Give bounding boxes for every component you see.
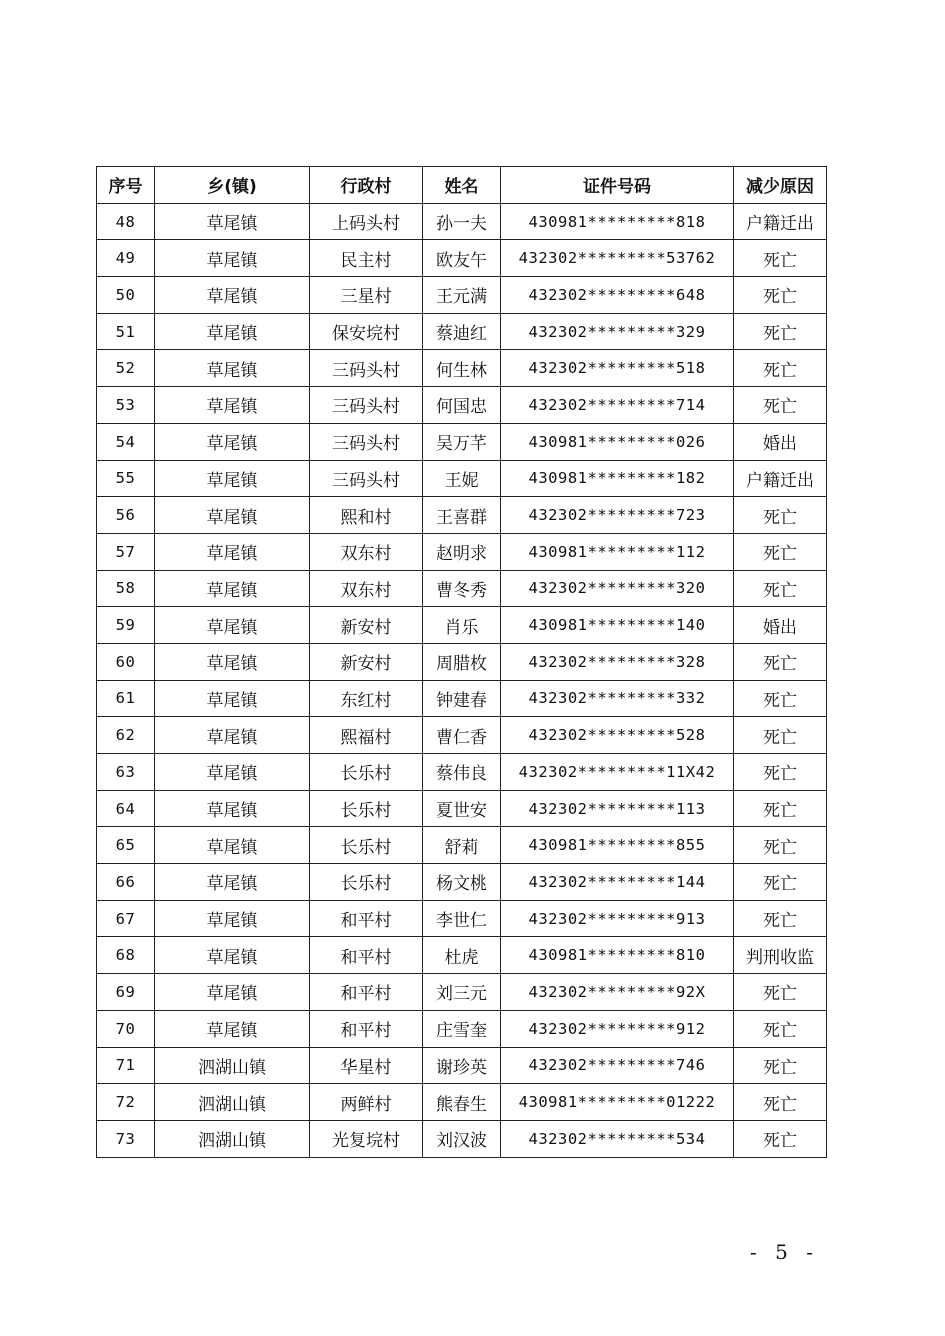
cell-serial: 66 [97, 864, 155, 901]
cell-id-number: 432302*********912 [501, 1010, 734, 1047]
table-row [97, 900, 827, 937]
cell-village: 熙福村 [310, 717, 423, 754]
cell-township: 草尾镇 [155, 570, 310, 607]
cell-serial: 67 [97, 900, 155, 937]
cell-village: 熙和村 [310, 497, 423, 534]
cell-name: 吴万芊 [423, 423, 501, 460]
table-row [97, 937, 827, 974]
cell-reason: 死亡 [734, 570, 827, 607]
cell-village: 保安垸村 [310, 313, 423, 350]
cell-serial: 71 [97, 1047, 155, 1084]
cell-reason: 死亡 [734, 240, 827, 277]
cell-village: 三码头村 [310, 350, 423, 387]
cell-village: 和平村 [310, 900, 423, 937]
cell-township: 草尾镇 [155, 717, 310, 754]
table-row [97, 533, 827, 570]
cell-id-number: 430981*********855 [501, 827, 734, 864]
table-header [97, 167, 827, 204]
cell-reason: 死亡 [734, 827, 827, 864]
header-reason: 减少原因 [734, 167, 827, 204]
cell-township: 草尾镇 [155, 203, 310, 240]
table-row [97, 974, 827, 1011]
cell-serial: 59 [97, 607, 155, 644]
cell-village: 华星村 [310, 1047, 423, 1084]
cell-reason: 死亡 [734, 1084, 827, 1121]
cell-id-number: 432302*********320 [501, 570, 734, 607]
cell-name: 庄雪奎 [423, 1010, 501, 1047]
cell-id-number: 430981*********01222 [501, 1084, 734, 1121]
cell-name: 杜虎 [423, 937, 501, 974]
cell-name: 王妮 [423, 460, 501, 497]
cell-serial: 62 [97, 717, 155, 754]
cell-id-number: 432302*********329 [501, 313, 734, 350]
cell-serial: 70 [97, 1010, 155, 1047]
cell-name: 孙一夫 [423, 203, 501, 240]
cell-township: 草尾镇 [155, 864, 310, 901]
cell-id-number: 432302*********332 [501, 680, 734, 717]
reduction-roster-table [96, 166, 827, 1158]
cell-reason: 死亡 [734, 313, 827, 350]
cell-reason: 死亡 [734, 1120, 827, 1157]
table-row [97, 313, 827, 350]
header-name: 姓名 [423, 167, 501, 204]
cell-township: 草尾镇 [155, 754, 310, 791]
cell-name: 王元满 [423, 277, 501, 314]
cell-village: 上码头村 [310, 203, 423, 240]
cell-name: 杨文桃 [423, 864, 501, 901]
cell-name: 曹仁香 [423, 717, 501, 754]
cell-reason: 户籍迁出 [734, 203, 827, 240]
table-row [97, 1047, 827, 1084]
header-serial: 序号 [97, 167, 155, 204]
table-row [97, 570, 827, 607]
cell-name: 舒莉 [423, 827, 501, 864]
table-row [97, 240, 827, 277]
cell-township: 草尾镇 [155, 240, 310, 277]
cell-serial: 54 [97, 423, 155, 460]
cell-name: 蔡迪红 [423, 313, 501, 350]
cell-serial: 68 [97, 937, 155, 974]
table-row [97, 460, 827, 497]
cell-serial: 55 [97, 460, 155, 497]
table-row [97, 1084, 827, 1121]
cell-id-number: 432302*********11X42 [501, 754, 734, 791]
cell-name: 刘三元 [423, 974, 501, 1011]
cell-name: 赵明求 [423, 533, 501, 570]
cell-name: 何生林 [423, 350, 501, 387]
cell-serial: 72 [97, 1084, 155, 1121]
cell-village: 和平村 [310, 937, 423, 974]
cell-id-number: 430981*********026 [501, 423, 734, 460]
cell-reason: 死亡 [734, 974, 827, 1011]
table-row [97, 203, 827, 240]
cell-name: 王喜群 [423, 497, 501, 534]
cell-reason: 死亡 [734, 864, 827, 901]
cell-village: 长乐村 [310, 790, 423, 827]
cell-name: 谢珍英 [423, 1047, 501, 1084]
header-row [97, 167, 827, 204]
header-id-number: 证件号码 [501, 167, 734, 204]
cell-township: 草尾镇 [155, 1010, 310, 1047]
cell-reason: 死亡 [734, 900, 827, 937]
cell-reason: 死亡 [734, 754, 827, 791]
cell-reason: 死亡 [734, 350, 827, 387]
cell-id-number: 430981*********810 [501, 937, 734, 974]
cell-id-number: 432302*********144 [501, 864, 734, 901]
table-row [97, 350, 827, 387]
cell-township: 草尾镇 [155, 350, 310, 387]
cell-reason: 婚出 [734, 607, 827, 644]
cell-reason: 死亡 [734, 1047, 827, 1084]
cell-id-number: 432302*********534 [501, 1120, 734, 1157]
cell-reason: 死亡 [734, 1010, 827, 1047]
cell-serial: 51 [97, 313, 155, 350]
cell-name: 欧友午 [423, 240, 501, 277]
cell-serial: 56 [97, 497, 155, 534]
table-row [97, 680, 827, 717]
cell-serial: 49 [97, 240, 155, 277]
table-row [97, 643, 827, 680]
table-row [97, 1010, 827, 1047]
cell-name: 蔡伟良 [423, 754, 501, 791]
cell-id-number: 432302*********518 [501, 350, 734, 387]
cell-township: 草尾镇 [155, 937, 310, 974]
cell-id-number: 430981*********818 [501, 203, 734, 240]
cell-id-number: 432302*********714 [501, 387, 734, 424]
cell-village: 两鲜村 [310, 1084, 423, 1121]
cell-id-number: 430981*********112 [501, 533, 734, 570]
cell-id-number: 432302*********913 [501, 900, 734, 937]
cell-id-number: 432302*********648 [501, 277, 734, 314]
cell-reason: 死亡 [734, 497, 827, 534]
table-row [97, 1120, 827, 1157]
cell-village: 三码头村 [310, 423, 423, 460]
cell-township: 草尾镇 [155, 643, 310, 680]
cell-serial: 48 [97, 203, 155, 240]
cell-village: 三码头村 [310, 460, 423, 497]
cell-name: 李世仁 [423, 900, 501, 937]
table-row [97, 864, 827, 901]
cell-reason: 死亡 [734, 680, 827, 717]
cell-township: 泗湖山镇 [155, 1120, 310, 1157]
cell-id-number: 432302*********92X [501, 974, 734, 1011]
page-number: - 5 - [750, 1240, 819, 1264]
table-row [97, 717, 827, 754]
cell-village: 双东村 [310, 533, 423, 570]
cell-serial: 53 [97, 387, 155, 424]
cell-reason: 死亡 [734, 790, 827, 827]
cell-reason: 死亡 [734, 277, 827, 314]
cell-serial: 50 [97, 277, 155, 314]
cell-township: 草尾镇 [155, 277, 310, 314]
cell-reason: 户籍迁出 [734, 460, 827, 497]
cell-township: 草尾镇 [155, 900, 310, 937]
cell-reason: 死亡 [734, 717, 827, 754]
table-row [97, 607, 827, 644]
cell-serial: 52 [97, 350, 155, 387]
cell-serial: 69 [97, 974, 155, 1011]
cell-village: 长乐村 [310, 754, 423, 791]
cell-name: 曹冬秀 [423, 570, 501, 607]
table-body [97, 203, 827, 1157]
cell-name: 何国忠 [423, 387, 501, 424]
cell-serial: 60 [97, 643, 155, 680]
cell-village: 和平村 [310, 1010, 423, 1047]
cell-township: 草尾镇 [155, 497, 310, 534]
table-row [97, 790, 827, 827]
table-row [97, 423, 827, 460]
cell-id-number: 432302*********528 [501, 717, 734, 754]
cell-name: 周腊枚 [423, 643, 501, 680]
cell-reason: 死亡 [734, 533, 827, 570]
cell-township: 草尾镇 [155, 313, 310, 350]
cell-village: 和平村 [310, 974, 423, 1011]
cell-reason: 判刑收监 [734, 937, 827, 974]
cell-id-number: 432302*********53762 [501, 240, 734, 277]
table-row [97, 387, 827, 424]
cell-township: 草尾镇 [155, 974, 310, 1011]
cell-name: 刘汉波 [423, 1120, 501, 1157]
cell-serial: 64 [97, 790, 155, 827]
table-row [97, 277, 827, 314]
cell-township: 泗湖山镇 [155, 1047, 310, 1084]
cell-township: 草尾镇 [155, 423, 310, 460]
cell-reason: 死亡 [734, 387, 827, 424]
cell-serial: 63 [97, 754, 155, 791]
cell-township: 草尾镇 [155, 827, 310, 864]
cell-village: 双东村 [310, 570, 423, 607]
cell-village: 三星村 [310, 277, 423, 314]
cell-township: 草尾镇 [155, 607, 310, 644]
cell-township: 草尾镇 [155, 533, 310, 570]
table-row [97, 497, 827, 534]
cell-serial: 58 [97, 570, 155, 607]
cell-township: 草尾镇 [155, 790, 310, 827]
cell-id-number: 432302*********746 [501, 1047, 734, 1084]
cell-serial: 65 [97, 827, 155, 864]
cell-id-number: 432302*********328 [501, 643, 734, 680]
cell-name: 钟建春 [423, 680, 501, 717]
cell-serial: 57 [97, 533, 155, 570]
header-village: 行政村 [310, 167, 423, 204]
cell-village: 东红村 [310, 680, 423, 717]
cell-township: 草尾镇 [155, 460, 310, 497]
table-row [97, 827, 827, 864]
cell-name: 肖乐 [423, 607, 501, 644]
cell-village: 长乐村 [310, 864, 423, 901]
cell-id-number: 430981*********182 [501, 460, 734, 497]
cell-serial: 61 [97, 680, 155, 717]
cell-serial: 73 [97, 1120, 155, 1157]
cell-township: 草尾镇 [155, 680, 310, 717]
cell-id-number: 432302*********723 [501, 497, 734, 534]
cell-village: 三码头村 [310, 387, 423, 424]
cell-village: 民主村 [310, 240, 423, 277]
cell-name: 夏世安 [423, 790, 501, 827]
cell-reason: 婚出 [734, 423, 827, 460]
cell-id-number: 432302*********113 [501, 790, 734, 827]
header-township: 乡(镇) [155, 167, 310, 204]
cell-name: 熊春生 [423, 1084, 501, 1121]
table-row [97, 754, 827, 791]
cell-village: 新安村 [310, 607, 423, 644]
cell-village: 光复垸村 [310, 1120, 423, 1157]
cell-reason: 死亡 [734, 643, 827, 680]
cell-village: 新安村 [310, 643, 423, 680]
cell-id-number: 430981*********140 [501, 607, 734, 644]
cell-township: 泗湖山镇 [155, 1084, 310, 1121]
cell-village: 长乐村 [310, 827, 423, 864]
cell-township: 草尾镇 [155, 387, 310, 424]
